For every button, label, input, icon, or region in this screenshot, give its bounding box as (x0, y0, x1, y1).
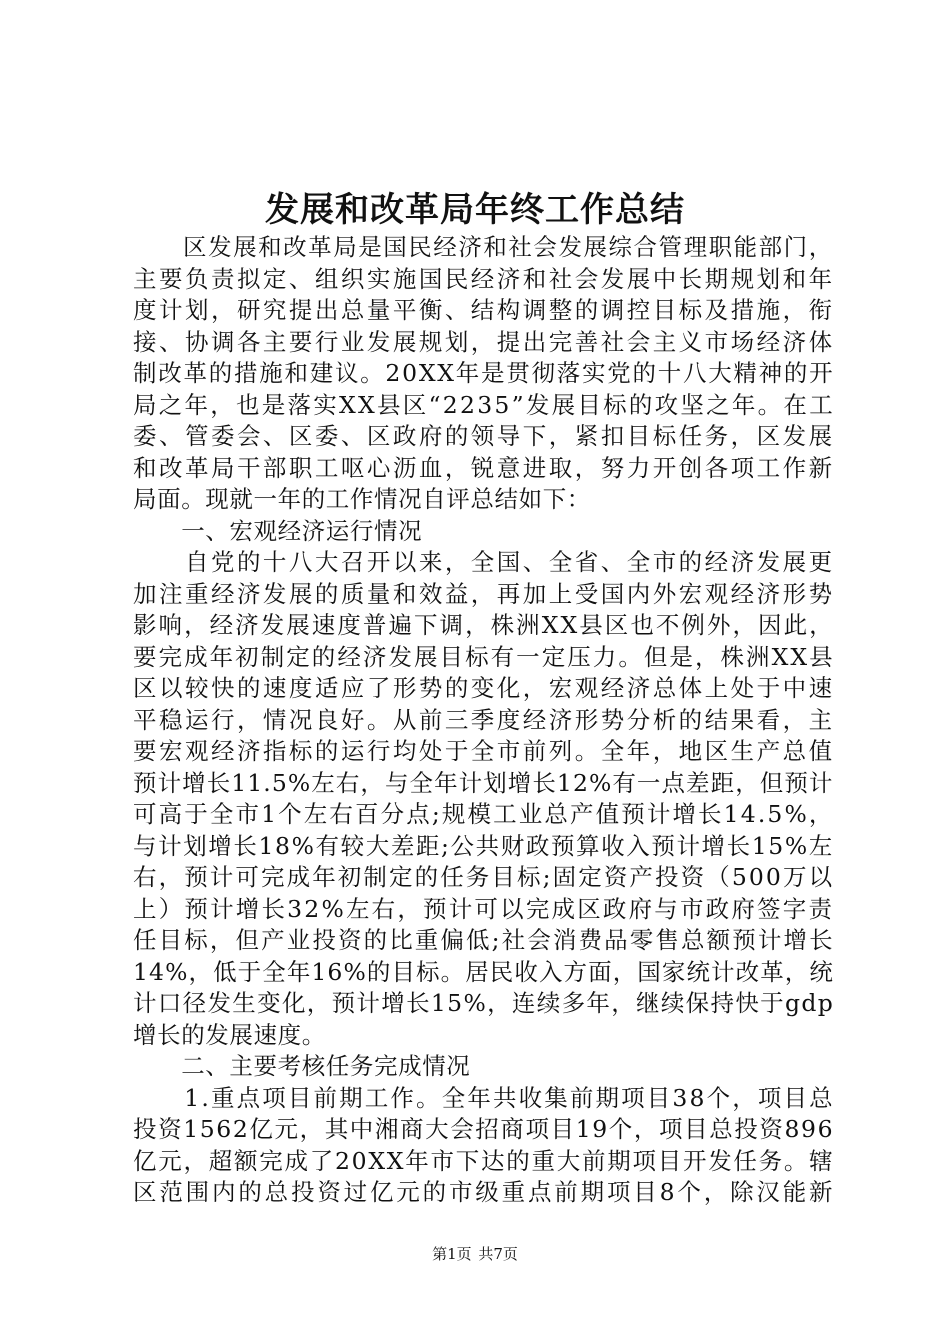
text-line: 平稳运行，情况良好。从前三季度经济形势分析的结果看，主 (133, 705, 835, 734)
text-line: 局面。现就一年的工作情况自评总结如下： (133, 485, 591, 513)
text-line: 区以较快的速度适应了形势的变化，宏观经济总体上处于中速 (133, 674, 835, 702)
page-total: 共7页 (478, 1245, 518, 1263)
page-footer (0, 1244, 950, 1264)
text-line: 和改革局干部职工呕心沥血，锐意进取，努力开创各项工作新 (133, 453, 835, 482)
text-line: 影响，经济发展速度普遍下调，株洲XX县区也不例外，因此， (133, 611, 835, 639)
text-line: 1.重点项目前期工作。全年共收集前期项目38个，项目总 (133, 1083, 835, 1112)
text-line: 上）预计增长32%左右，预计可以完成区政府与市政府签字责 (133, 894, 835, 923)
text-line: 区范围内的总投资过亿元的市级重点前期项目8个，除汉能新 (133, 1178, 836, 1206)
text-line: 计口径发生变化，预计增长15%，连续多年，继续保持快于gdp (133, 989, 835, 1017)
text-line: 要宏观经济指标的运行均处于全市前列。全年，地区生产总值 (133, 737, 835, 765)
text-line: 自党的十八大召开以来，全国、全省、全市的经济发展更 (133, 548, 835, 576)
document-body (133, 232, 836, 1209)
text-line: 与计划增长18%有较大差距;公共财政预算收入预计增长15%左 (133, 831, 834, 860)
text-line: 14%，低于全年16%的目标。居民收入方面，国家统计改革，统 (133, 957, 834, 986)
text-line: 加注重经济发展的质量和效益，再加上受国内外宏观经济形势 (133, 579, 835, 608)
page-number: 第1页 (432, 1245, 472, 1263)
text-line: 区发展和改革局是国民经济和社会发展综合管理职能部门， (133, 233, 834, 261)
text-line: 制改革的措施和建议。20XX年是贯彻落实党的十八大精神的开 (133, 359, 835, 387)
text-line: 二、主要考核任务完成情况 (133, 1052, 471, 1080)
text-line: 投资1562亿元，其中湘商大会招商项目19个，项目总投资896 (133, 1115, 835, 1143)
text-line: 局之年，也是落实XX县区“2235”发展目标的攻坚之年。在工 (133, 390, 835, 419)
text-line: 亿元，超额完成了20XX年市下达的重大前期项目开发任务。辖 (133, 1146, 835, 1175)
text-line: 接、协调各主要行业发展规划，提出完善社会主义市场经济体 (133, 327, 835, 356)
text-line: 主要负责拟定、组织实施国民经济和社会发展中长期规划和年 (133, 264, 835, 293)
text-line: 一、宏观经济运行情况 (133, 516, 423, 545)
text-line: 委、管委会、区委、区政府的领导下，紧扣目标任务，区发展 (133, 422, 835, 450)
text-line: 增长的发展速度。 (133, 1020, 326, 1049)
text-line: 预计增长11.5%左右，与全年计划增长12%有一点差距，但预计 (133, 768, 834, 797)
text-line: 右，预计可完成年初制定的任务目标;固定资产投资（500万以 (133, 863, 835, 891)
document-title: 发展和改革局年终工作总结 (265, 190, 685, 230)
text-line: 度计划，研究提出总量平衡、结构调整的调控目标及措施，衔 (133, 296, 835, 324)
text-line: 可高于全市1个左右百分点;规模工业总产值预计增长14.5%， (133, 800, 835, 828)
text-line: 要完成年初制定的经济发展目标有一定压力。但是，株洲XX县 (133, 642, 835, 671)
text-line: 任目标，但产业投资的比重偏低;社会消费品零售总额预计增长 (133, 926, 835, 954)
